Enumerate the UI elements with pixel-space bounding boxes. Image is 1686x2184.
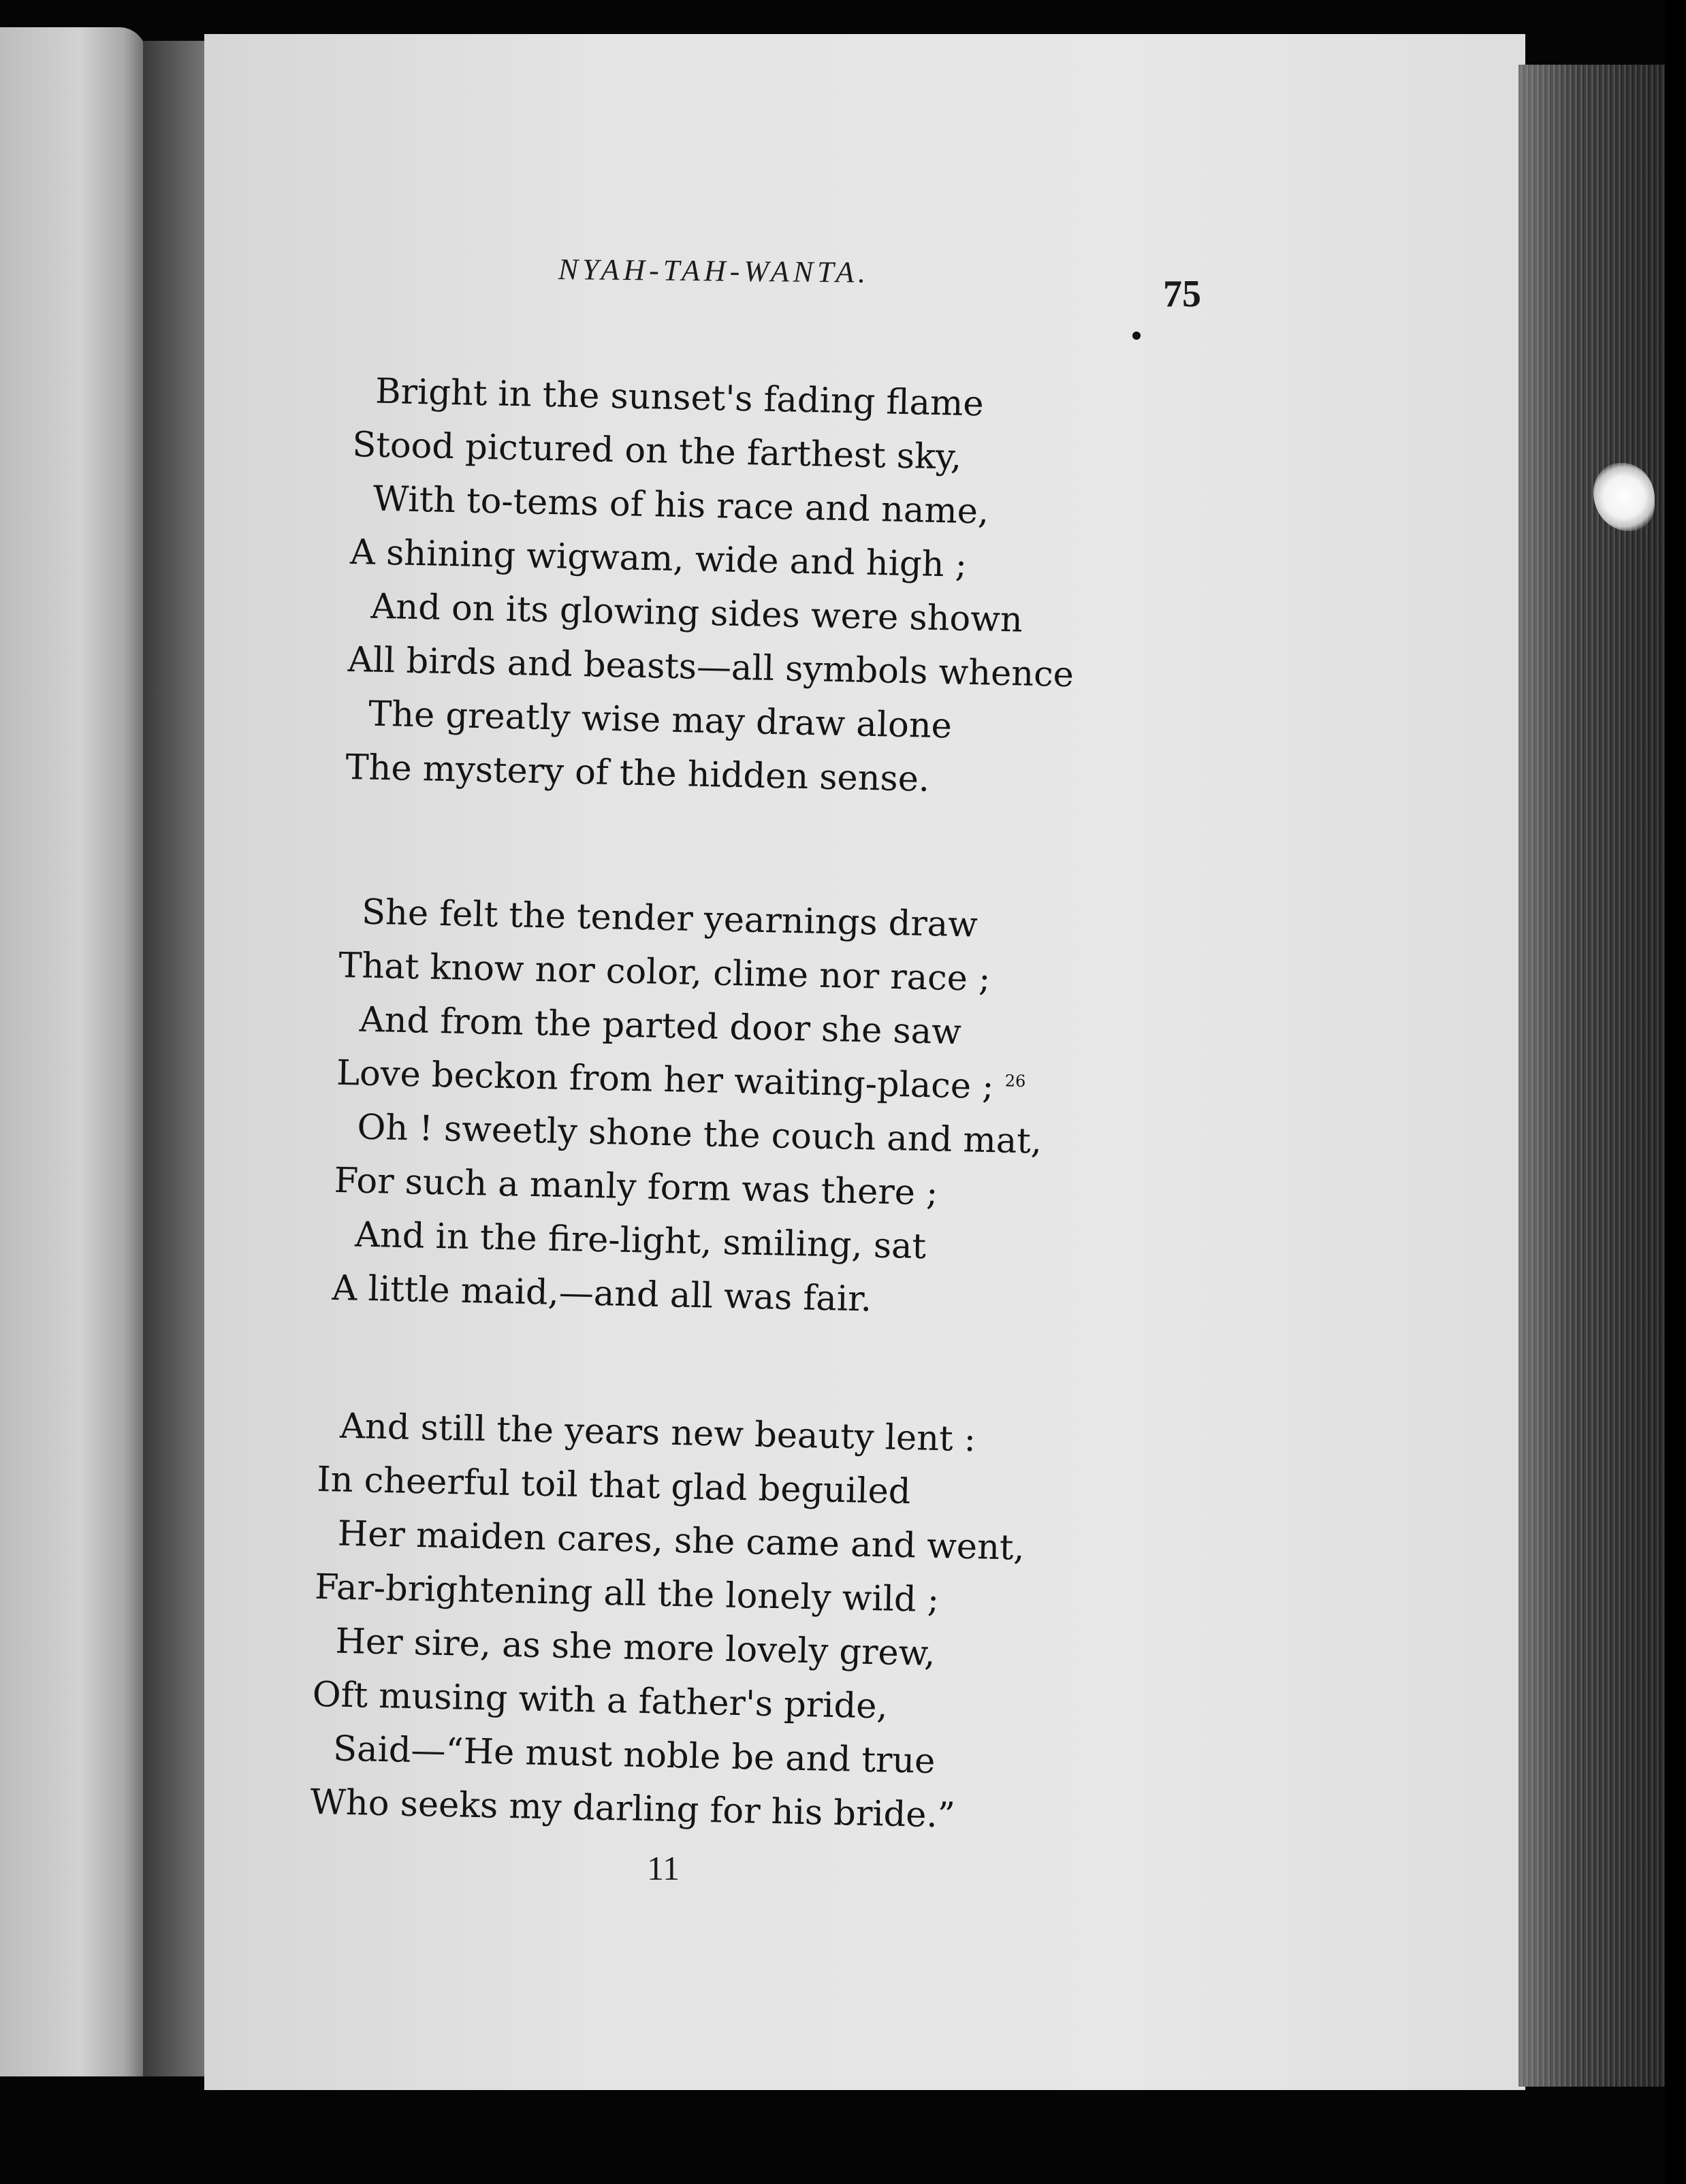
- verse-line: Oft musing with a father's pride,: [312, 1674, 889, 1727]
- page-block-shading: [1518, 65, 1665, 2087]
- verse-line: Her maiden cares, she came and went,: [337, 1513, 1025, 1569]
- signature-mark: 11: [647, 1849, 680, 1887]
- verse-line: A little maid,—and all was fair.: [331, 1268, 872, 1320]
- verse-line: Oh ! sweetly shone the couch and mat,: [356, 1107, 1043, 1162]
- running-head: NYAH-TAH-WANTA.: [558, 252, 870, 289]
- verse-line: Her sire, as she more lovely grew,: [334, 1621, 936, 1675]
- verse-line: In cheerful toil that glad beguiled: [316, 1459, 912, 1513]
- footnote-reference[interactable]: 26: [1004, 1071, 1026, 1091]
- verse-line: The greatly wise may draw alone: [368, 694, 953, 747]
- verse-line: And from the parted door she saw: [359, 999, 962, 1053]
- verse-line: She felt the tender yearnings draw: [361, 892, 979, 946]
- stanza-1: [345, 364, 1080, 809]
- verse-line-text: Love beckon from her waiting-place ;: [336, 1053, 995, 1108]
- left-page-edge: [0, 27, 146, 2076]
- verse-line: Bright in the sunset's fading flame: [375, 371, 985, 425]
- verse-line: Far-brightening all the lonely wild ;: [314, 1567, 940, 1621]
- verse-line: And still the years new beauty lent :: [339, 1406, 976, 1460]
- verse-line: All birds and beasts—all symbols whence: [347, 639, 1075, 696]
- verse-line: For such a manly form was there ;: [334, 1160, 938, 1214]
- verse-line: Who seeks my darling for his bride.”: [309, 1782, 956, 1836]
- verse-line: Said—“He must noble be and true: [332, 1729, 936, 1782]
- book-gutter-shadow: [143, 41, 211, 2076]
- stanza-3: [310, 1399, 1028, 1844]
- verse-line: And on its glowing sides were shown: [370, 586, 1023, 641]
- verse-line: With to-tems of his race and name,: [372, 479, 989, 532]
- verse-line: And in the fire-light, smiling, sat: [354, 1215, 927, 1268]
- stanza-2: [332, 885, 1047, 1330]
- verse-line: The mystery of the hidden sense.: [345, 747, 930, 800]
- verse-line: A shining wigwam, wide and high ;: [349, 532, 968, 585]
- ink-dot: [1132, 332, 1141, 340]
- verse-line: That know nor color, clime nor race ;: [338, 945, 991, 1000]
- verse-line: Stood pictured on the farthest sky,: [351, 424, 962, 478]
- scan-border: [1665, 0, 1686, 2184]
- page-number: 75: [1163, 273, 1201, 315]
